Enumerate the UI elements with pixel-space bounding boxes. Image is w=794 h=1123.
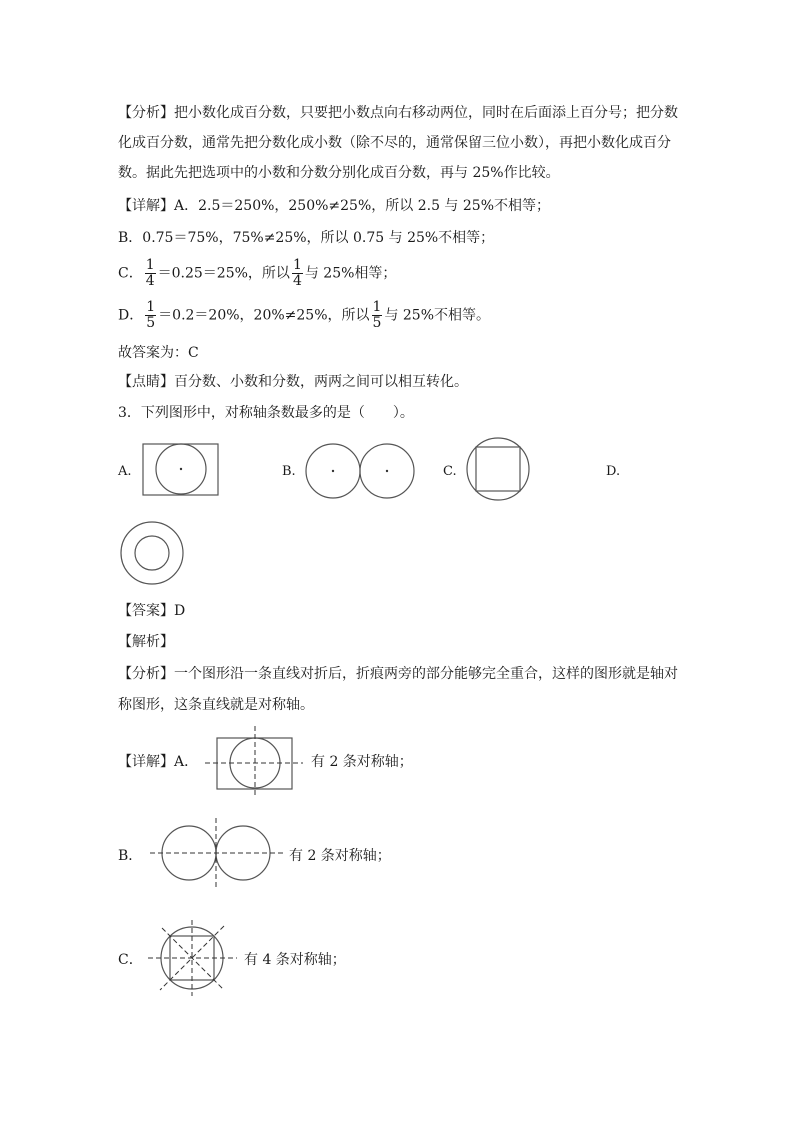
detail-d-suffix: 与 25%不相等。 — [384, 307, 491, 324]
option-d-label: D. — [606, 464, 621, 479]
fraction-denominator: 4 — [145, 273, 155, 289]
fraction-denominator: 5 — [372, 315, 382, 331]
symmetry-b-figure — [150, 818, 285, 890]
analysis-3-line-2: 称图形，这条直线就是对称轴。 — [118, 697, 314, 713]
symmetry-c-figure — [148, 920, 237, 996]
detail-3-c-prefix: C． — [118, 952, 143, 968]
detail-d-prefix: D． — [118, 307, 144, 324]
answer-3: 【答案】D — [118, 603, 186, 619]
detail-3-b-prefix: B． — [118, 848, 143, 864]
detail-b: B．0.75＝75%，75%≠25%，所以 0.75 与 25%不相等； — [118, 230, 495, 246]
question-3-stem: 3．下列图形中，对称轴条数最多的是（ ）。 — [118, 405, 414, 421]
detail-3-a-note: 有 2 条对称轴； — [311, 754, 413, 770]
answer-line: 故答案为：C — [118, 345, 199, 361]
fraction-numerator: 1 — [146, 299, 156, 315]
comment-line: 【点睛】百分数、小数和分数，两两之间可以相互转化。 — [118, 374, 468, 390]
symmetry-a-figure — [205, 726, 303, 798]
analysis-line-1: 【分析】把小数化成百分数，只要把小数点向右移动两位，同时在后面添上百分号；把分数 — [118, 105, 678, 121]
detail-3-b-note: 有 2 条对称轴； — [289, 848, 391, 864]
option-c-label: C. — [443, 464, 457, 479]
fraction-numerator: 1 — [145, 257, 155, 273]
fraction-denominator: 5 — [146, 315, 156, 331]
analysis-line-2: 化成百分数，通常先把分数化成小数（除不尽的，通常保留三位小数），再把小数化成百分 — [118, 135, 671, 151]
fraction-numerator: 1 — [372, 299, 382, 315]
fraction-numerator: 1 — [292, 257, 302, 273]
detail-3-a-prefix: 【详解】A． — [118, 754, 199, 770]
detail-3-c-note: 有 4 条对称轴； — [244, 952, 346, 968]
analysis-line-3: 数。据此先把选项中的小数和分数分别化成百分数，再与 25%作比较。 — [118, 165, 560, 181]
analysis-header: 【解析】 — [118, 634, 174, 650]
option-a-label: A. — [118, 464, 132, 479]
detail-c-prefix: C． — [118, 265, 143, 282]
option-b-label: B. — [282, 464, 296, 479]
detail-c-mid: ＝0.25＝25%，所以 — [157, 265, 290, 282]
detail-c-suffix: 与 25%相等； — [304, 265, 397, 282]
detail-d-mid: ＝0.2＝20%，20%≠25%，所以 — [158, 307, 370, 324]
detail-a: 【详解】A．2.5＝250%，250%≠25%，所以 2.5 与 25%不相等； — [118, 198, 551, 214]
analysis-3-line-1: 【分析】一个图形沿一条直线对折后，折痕两旁的部分能够完全重合，这样的图形就是轴对 — [118, 666, 678, 682]
fraction-denominator: 4 — [292, 273, 302, 289]
